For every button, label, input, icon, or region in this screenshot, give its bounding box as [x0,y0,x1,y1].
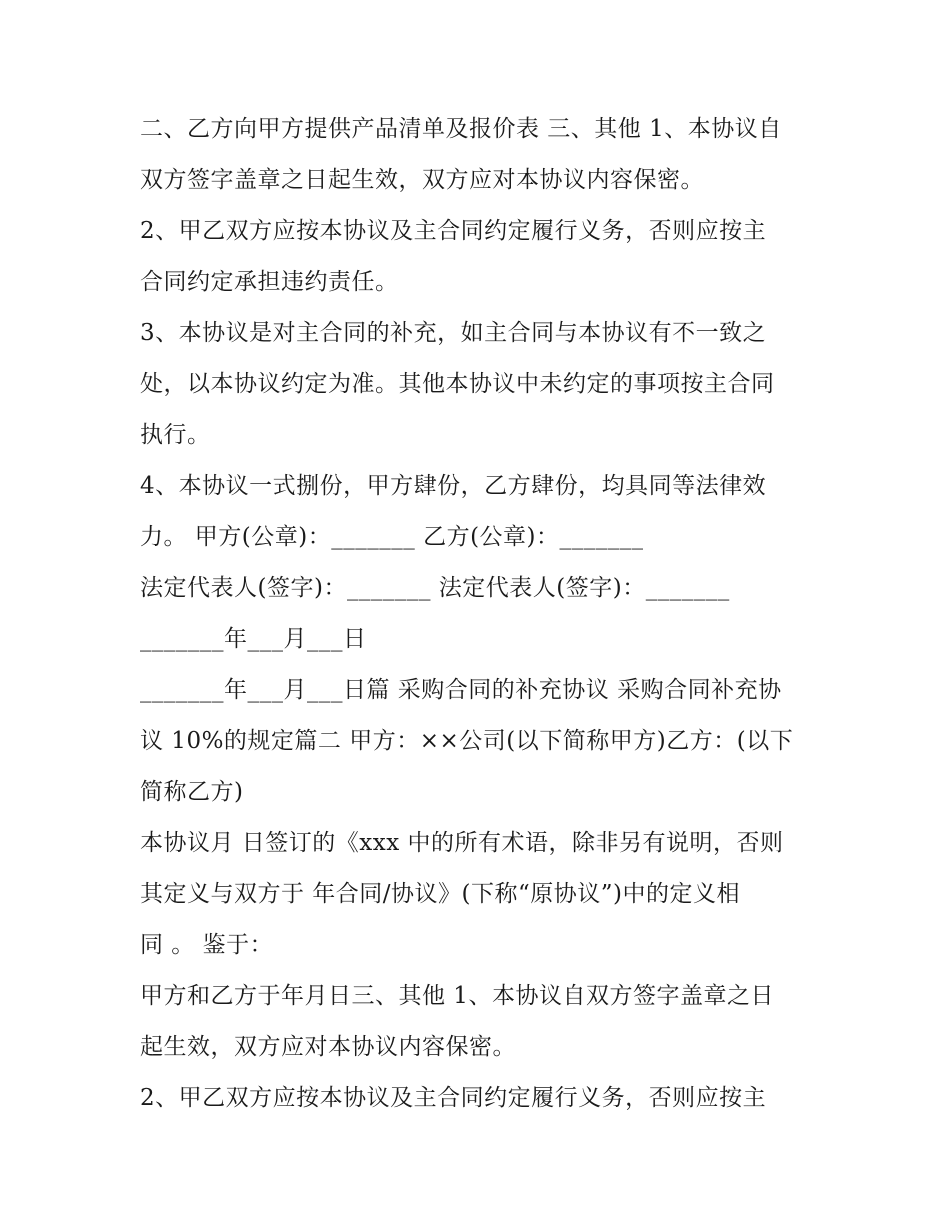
text-line: 合同约定承担违约责任。 [140,269,399,295]
text-line: _______年___月___日 [140,626,367,652]
text-line: 2、甲乙双方应按本协议及主合同约定履行义务，否则应按主 [140,1085,767,1111]
text-line: 甲方和乙方于年月日三、其他 1、本协议自双方签字盖章之日 [140,983,774,1009]
text-line: 简称乙方) [140,779,244,805]
text-line: 同 。 鉴于： [140,932,274,958]
text-line: 起生效，双方应对本协议内容保密。 [140,1034,516,1060]
text-line: 议 10%的规定篇二 甲方：××公司(以下简称甲方)乙方：(以下 [140,728,794,754]
text-line: 其定义与双方于 年合同/协议》(下称“原协议”)中的定义相 [140,881,741,907]
document-body [140,104,830,1124]
text-line: 二、乙方向甲方提供产品清单及报价表 三、其他 1、本协议自 [140,116,782,142]
text-line: 力。 甲方(公章)：_______ 乙方(公章)：_______ [140,524,644,550]
text-line: 3、本协议是对主合同的补充，如主合同与本协议有不一致之 [140,320,767,346]
text-line: 法定代表人(签字)：_______ 法定代表人(签字)：_______ [140,575,730,601]
text-line: 执行。 [140,422,211,448]
text-line: 双方签字盖章之日起生效，双方应对本协议内容保密。 [140,167,704,193]
text-line: 4、本协议一式捌份，甲方肆份，乙方肆份，均具同等法律效 [140,473,767,499]
text-line: 2、甲乙双方应按本协议及主合同约定履行义务，否则应按主 [140,218,767,244]
text-line: _______年___月___日篇 采购合同的补充协议 采购合同补充协 [140,677,782,703]
text-line: 处，以本协议约定为准。其他本协议中未约定的事项按主合同 [140,371,775,397]
text-line: 本协议月 日签订的《xxx 中的所有术语，除非另有说明，否则 [140,830,784,856]
